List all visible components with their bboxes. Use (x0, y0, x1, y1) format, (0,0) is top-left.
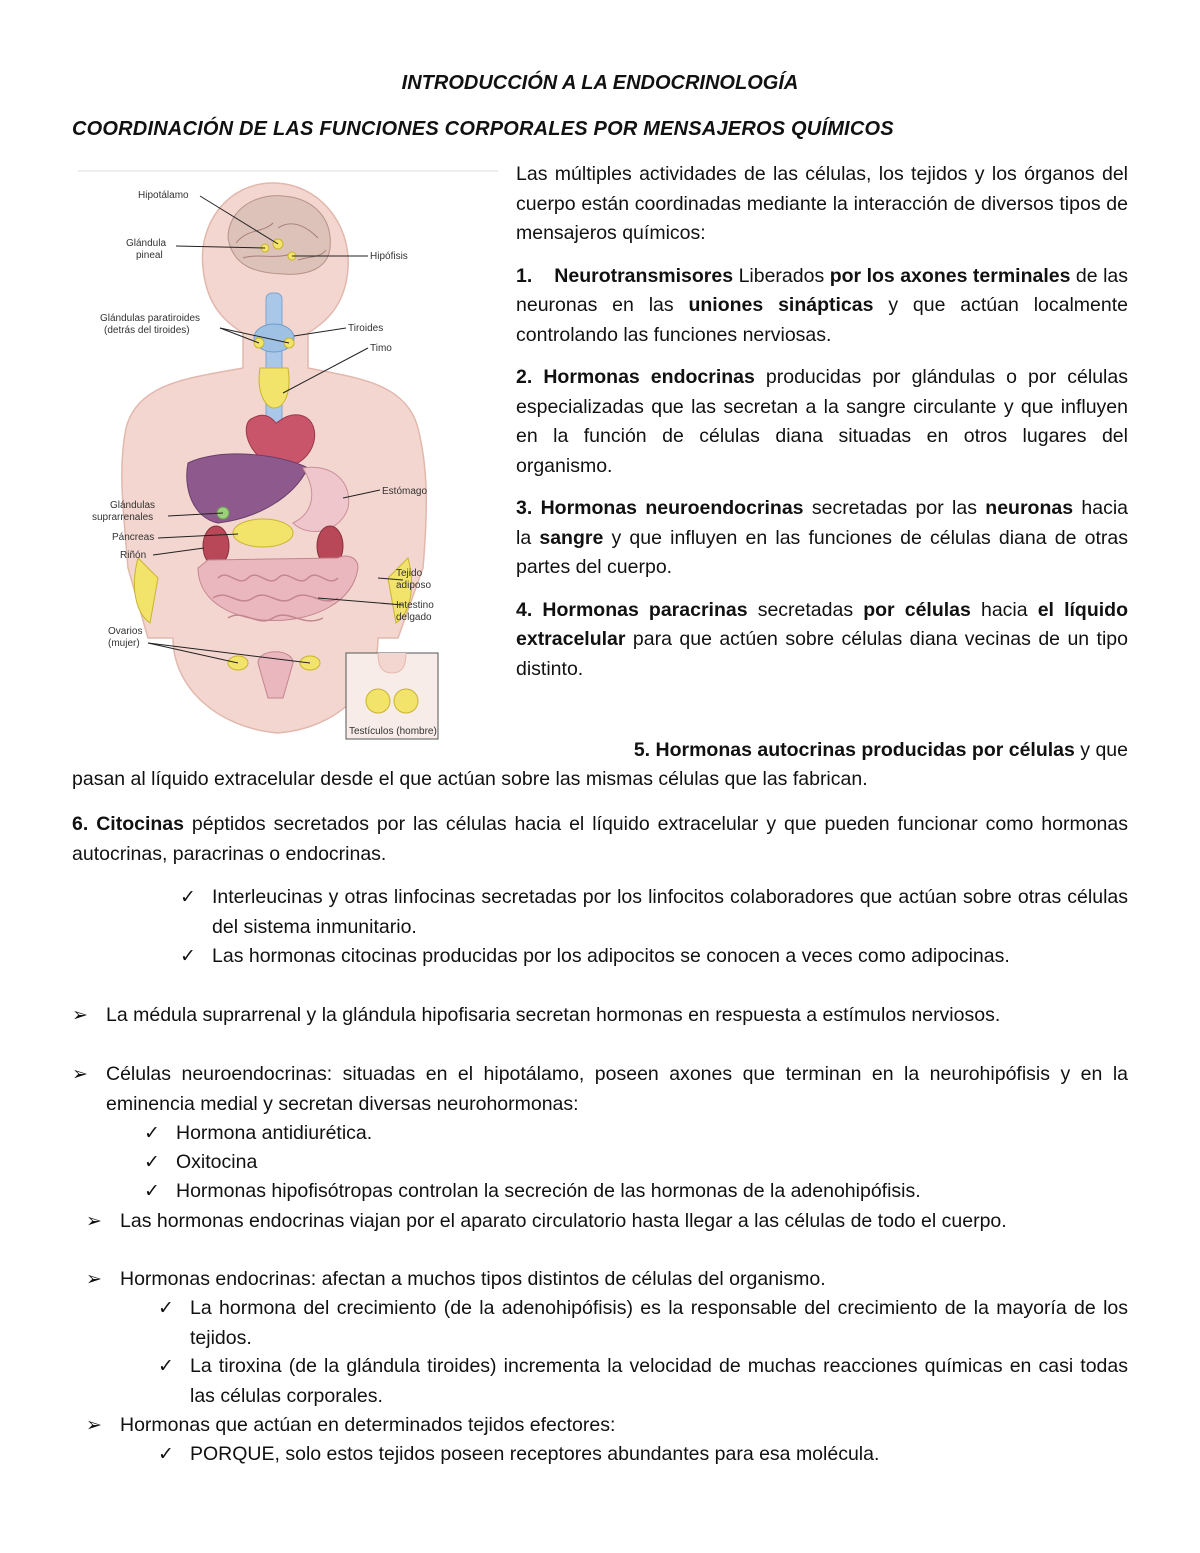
endocrine-body-illustration (78, 168, 498, 742)
label-tiroides: Tiroides (348, 323, 384, 334)
bullet-oxitocina: Oxitocina (176, 1151, 258, 1173)
bullet-hormona-crecimiento: La hormona del crecimiento (de la adenohipófisis) es la responsable del crecimiento de la mayoría de los tejidos. (190, 1297, 1128, 1349)
label-tejido-2: adiposo (396, 580, 432, 591)
bullet-adipocinas: Las hormonas citocinas producidas por los adipocitos se conocen a veces como adipocinas. (212, 945, 1010, 967)
label-timo: Timo (370, 343, 392, 354)
arrow-bullet-icon: ➢ (72, 1064, 88, 1085)
label-paratiroides-2: (detrás del tiroides) (104, 325, 190, 336)
label-tejido-1: Tejido (396, 568, 423, 579)
arrow-bullet-icon: ➢ (86, 1211, 102, 1232)
item-citocinas: 6. Citocinas péptidos secretados por las células hacia el líquido extracelular y que pueden funcionar como hormonas autocrinas, paracrinas o endocrinas. (72, 813, 1128, 865)
check-mark-icon: ✓ (158, 1298, 174, 1319)
label-intestino-1: Intestino (396, 600, 434, 611)
bullet-interleucinas: Interleucinas y otras linfocinas secretadas por los linfocitos colaboradores que actúan sobre otras células del sistema inmunitario. (212, 886, 1128, 938)
bullet-aparato-circulatorio: Las hormonas endocrinas viajan por el aparato circulatorio hasta llegar a las células de todo el cuerpo. (120, 1210, 1007, 1232)
label-ovarios-1: Ovarios (108, 626, 143, 637)
pancreas-gland (233, 519, 293, 547)
intro-paragraph: Las múltiples actividades de las células, los tejidos y los órganos del cuerpo están coordinadas mediante la interacción de diversos tipos de mensajeros químicos: (516, 163, 1128, 244)
bullet-tejidos-efectores: Hormonas que actúan en determinados tejidos efectores: (120, 1414, 616, 1436)
page-title: INTRODUCCIÓN A LA ENDOCRINOLOGÍA (401, 72, 799, 94)
endocrine-glands-figure (78, 168, 498, 742)
bullet-antidiuretica: Hormona antidiurética. (176, 1122, 373, 1144)
label-rinon: Riñón (120, 550, 147, 561)
item-hormonas-autocrinas-line1: 5. Hormonas autocrinas producidas por células y que (633, 739, 1128, 761)
arrow-bullet-icon: ➢ (86, 1269, 102, 1290)
check-mark-icon: ✓ (158, 1356, 174, 1377)
check-mark-icon: ✓ (144, 1123, 160, 1144)
check-mark-icon: ✓ (158, 1444, 174, 1465)
check-mark-icon: ✓ (180, 887, 196, 908)
intro-column (516, 160, 1128, 697)
label-testiculos: Testículos (hombre) (349, 726, 437, 737)
label-glandula-pineal-1: Glándula (126, 238, 167, 249)
item-hormonas-autocrinas-line2: pasan al líquido extracelular desde el que actúan sobre las mismas células que las fabrican. (72, 768, 868, 790)
label-ovarios-2: (mujer) (108, 638, 140, 649)
label-hipotalamo: Hipotálamo (138, 190, 189, 201)
arrow-bullet-icon: ➢ (86, 1415, 102, 1436)
bullet-porque-receptores: PORQUE, solo estos tejidos poseen receptores abundantes para esa molécula. (190, 1443, 880, 1465)
item-hormonas-neuroendocrinas: 3. Hormonas neuroendocrinas secretadas por las neuronas hacia la sangre y que influyen en las funciones de células diana de otras partes del cuerpo. (516, 497, 1128, 578)
page-subtitle: COORDINACIÓN DE LAS FUNCIONES CORPORALES POR MENSAJEROS QUÍMICOS (72, 118, 894, 140)
item-neurotransmisores: 1. Neurotransmisores Liberados por los axones terminales de las neuronas en las uniones sinápticas y que actúan localmente controlando las funciones nerviosas. (516, 264, 1128, 346)
label-glandula-pineal-2: pineal (136, 250, 163, 261)
item-hormonas-paracrinas: 4. Hormonas paracrinas secretadas por células hacia el líquido extracelular para que actúen sobre células diana vecinas de un tipo distinto. (516, 598, 1128, 680)
label-suprarrenales-1: Glándulas (110, 500, 156, 511)
label-suprarrenales-2: suprarrenales (92, 512, 154, 523)
arrow-bullet-icon: ➢ (72, 1005, 88, 1026)
label-paratiroides-1: Glándulas paratiroides (100, 313, 201, 324)
bullet-celulas-neuroendocrinas: Células neuroendocrinas: situadas en el hipotálamo, poseen axones que terminan en la neurohipófisis y en la eminencia medial y secretan diversas neurohormonas: (106, 1063, 1128, 1115)
bullet-hipofisotropas: Hormonas hipofisótropas controlan la secreción de las hormonas de la adenohipófisis. (176, 1180, 921, 1202)
item-hormonas-endocrinas: 2. Hormonas endocrinas producidas por glándulas o por células especializadas que las secretan a la sangre circulante y que influyen en la función de células diana situadas en otros lugares del organismo. (516, 366, 1128, 477)
label-intestino-2: delgado (396, 612, 432, 623)
bullet-afectan-celulas: Hormonas endocrinas: afectan a muchos tipos distintos de células del organismo. (120, 1268, 826, 1290)
check-mark-icon: ✓ (180, 946, 196, 967)
bullet-tiroxina: La tiroxina (de la glándula tiroides) incrementa la velocidad de muchas reacciones químicas en casi todas las células corporales. (190, 1355, 1128, 1407)
check-mark-icon: ✓ (144, 1152, 160, 1173)
label-estomago: Estómago (382, 486, 428, 497)
bullet-medula-suprarrenal: La médula suprarrenal y la glándula hipofisaria secretan hormonas en respuesta a estímulos nerviosos. (106, 1004, 1001, 1026)
check-mark-icon: ✓ (144, 1181, 160, 1202)
label-pancreas: Páncreas (112, 532, 155, 543)
label-hipofisis: Hipófisis (370, 251, 408, 262)
